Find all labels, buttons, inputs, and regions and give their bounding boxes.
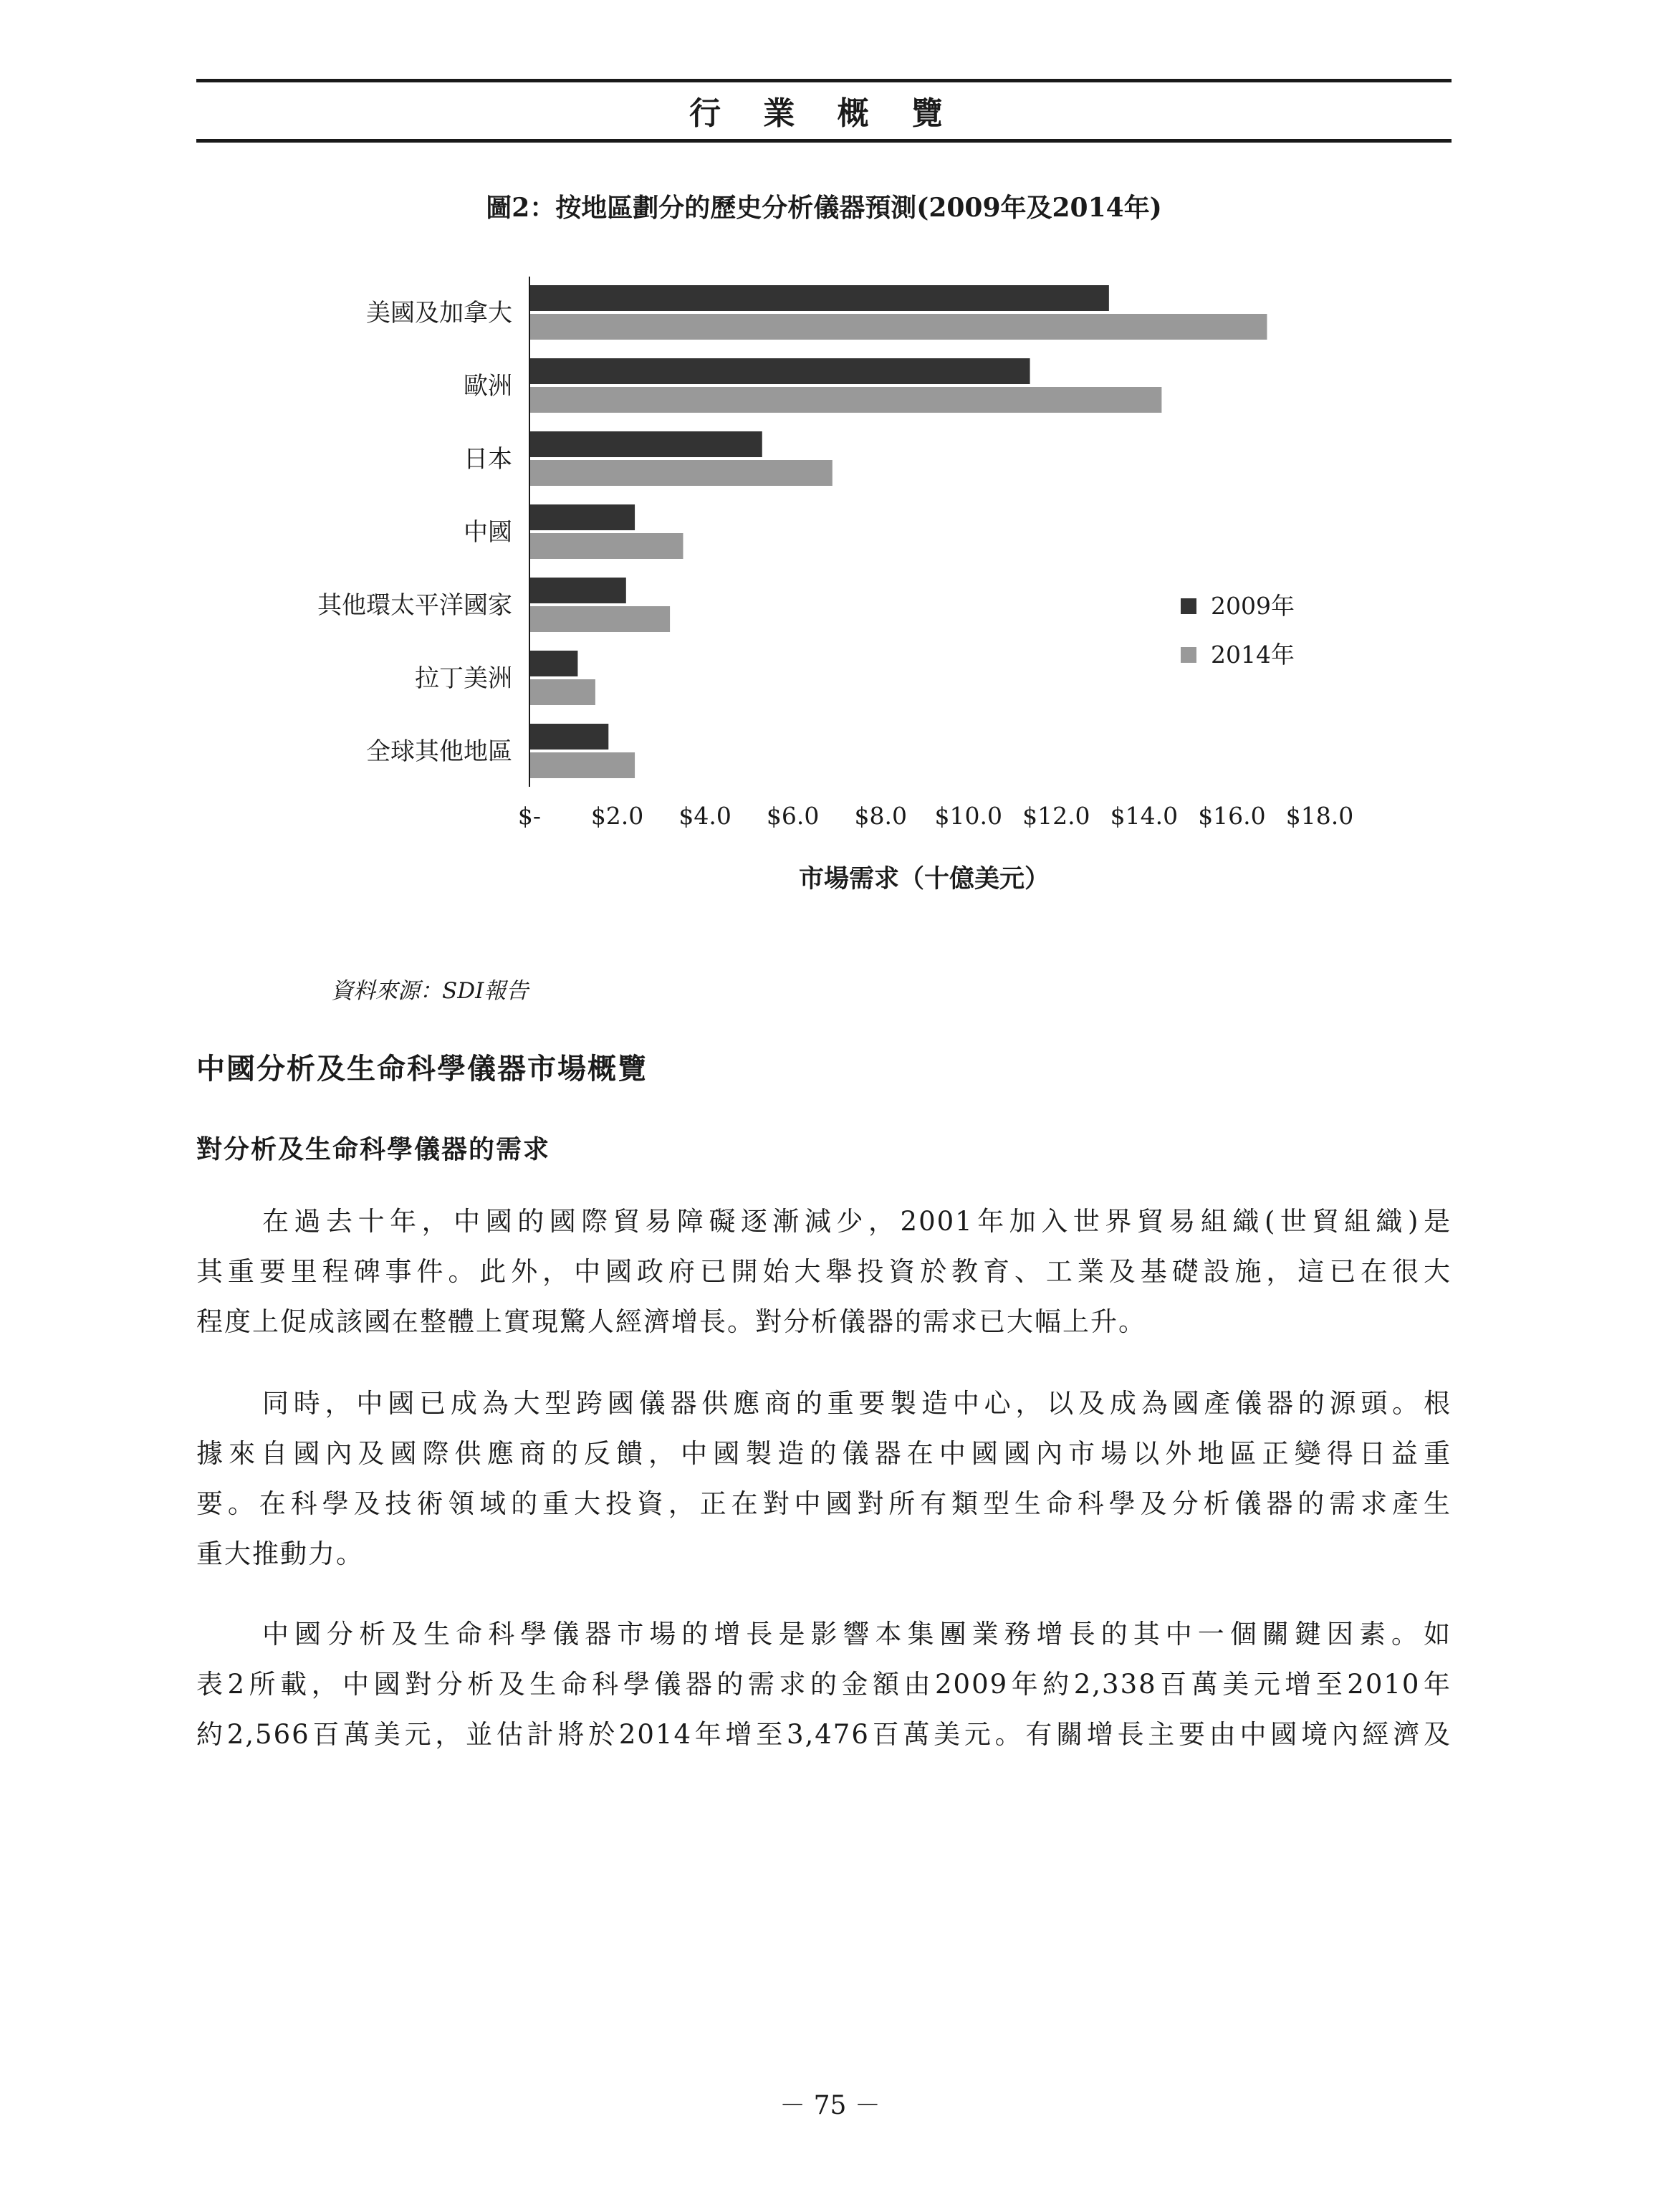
bar	[530, 358, 1030, 384]
bar	[530, 752, 635, 778]
bar	[530, 533, 683, 559]
bar-chart	[0, 0, 1660, 932]
x-tick-label: $16.0	[1198, 802, 1266, 830]
x-tick-label: $4.0	[678, 802, 731, 830]
bar	[530, 387, 1161, 413]
category-label: 拉丁美洲	[415, 664, 512, 693]
bar	[530, 724, 608, 750]
figure-title: 圖2：按地區劃分的歷史分析儀器預測(2009年及2014年)	[486, 193, 1162, 223]
section-heading: 中國分析及生命科學儀器市場概覽	[196, 1052, 648, 1086]
paragraph-line: 要。在科學及技術領域的重大投資，正在對中國對所有類型生命科學及分析儀器的需求產生	[196, 1488, 1452, 1519]
category-label: 日本	[464, 445, 512, 474]
paragraph-1	[196, 1197, 1452, 1347]
category-label: 中國	[464, 518, 512, 547]
legend-swatch	[1181, 647, 1196, 663]
bar	[530, 578, 626, 603]
bar	[530, 431, 762, 457]
paragraph-line: 在過去十年，中國的國際貿易障礙逐漸減少，2001年加入世界貿易組織(世貿組織)是	[262, 1206, 1452, 1237]
paragraph-line: 據來自國內及國際供應商的反饋，中國製造的儀器在中國國內市場以外地區正變得日益重	[196, 1438, 1452, 1469]
bar	[530, 606, 670, 632]
section-header: 行 業 概 覽	[689, 95, 959, 132]
paragraph-line: 表2所載，中國對分析及生命科學儀器的需求的金額由2009年約2,338百萬美元增至2010年	[196, 1669, 1452, 1700]
legend-label: 2009年	[1211, 592, 1295, 620]
paragraph-2	[196, 1379, 1452, 1579]
category-label: 全球其他地區	[366, 737, 512, 766]
legend-swatch	[1181, 598, 1196, 614]
paragraph-line: 同時，中國已成為大型跨國儀器供應商的重要製造中心，以及成為國產儀器的源頭。根	[262, 1388, 1452, 1419]
page-number: － 75 －	[779, 2091, 881, 2120]
x-tick-label: $12.0	[1022, 802, 1090, 830]
x-tick-label: $2.0	[590, 802, 644, 830]
paragraph-line: 中國分析及生命科學儀器市場的增長是影響本集團業務增長的其中一個關鍵因素。如	[262, 1619, 1452, 1650]
sub-heading: 對分析及生命科學儀器的需求	[196, 1134, 551, 1164]
paragraph-line: 程度上促成該國在整體上實現驚人經濟增長。對分析儀器的需求已大幅上升。	[196, 1306, 1146, 1337]
x-tick-label: $14.0	[1110, 802, 1179, 830]
category-label: 歐洲	[464, 372, 512, 401]
x-axis-title: 市場需求（十億美元）	[798, 864, 1050, 894]
source-note: 資料來源：SDI報告	[331, 978, 529, 1004]
bar	[530, 651, 577, 676]
bar	[530, 285, 1109, 311]
bar	[530, 679, 595, 705]
legend-label: 2014年	[1211, 641, 1295, 669]
paragraph-3	[196, 1609, 1452, 1760]
paragraph-line: 約2,566百萬美元，並估計將於2014年增至3,476百萬美元。有關增長主要由中國境內經濟及	[196, 1719, 1452, 1750]
paragraph-line: 重大推動力。	[196, 1538, 364, 1569]
bar	[530, 504, 635, 530]
x-tick-label: $10.0	[934, 802, 1003, 830]
bar	[530, 460, 833, 486]
x-tick-label: $18.0	[1285, 802, 1354, 830]
x-tick-label: $6.0	[766, 802, 820, 830]
bar	[530, 314, 1267, 340]
paragraph-line: 其重要里程碑事件。此外，中國政府已開始大舉投資於教育、工業及基礎設施，這已在很大	[196, 1256, 1452, 1287]
x-tick-label: $-	[517, 802, 542, 830]
category-label: 美國及加拿大	[366, 299, 512, 327]
category-label: 其他環太平洋國家	[317, 591, 512, 620]
x-tick-label: $8.0	[854, 802, 907, 830]
